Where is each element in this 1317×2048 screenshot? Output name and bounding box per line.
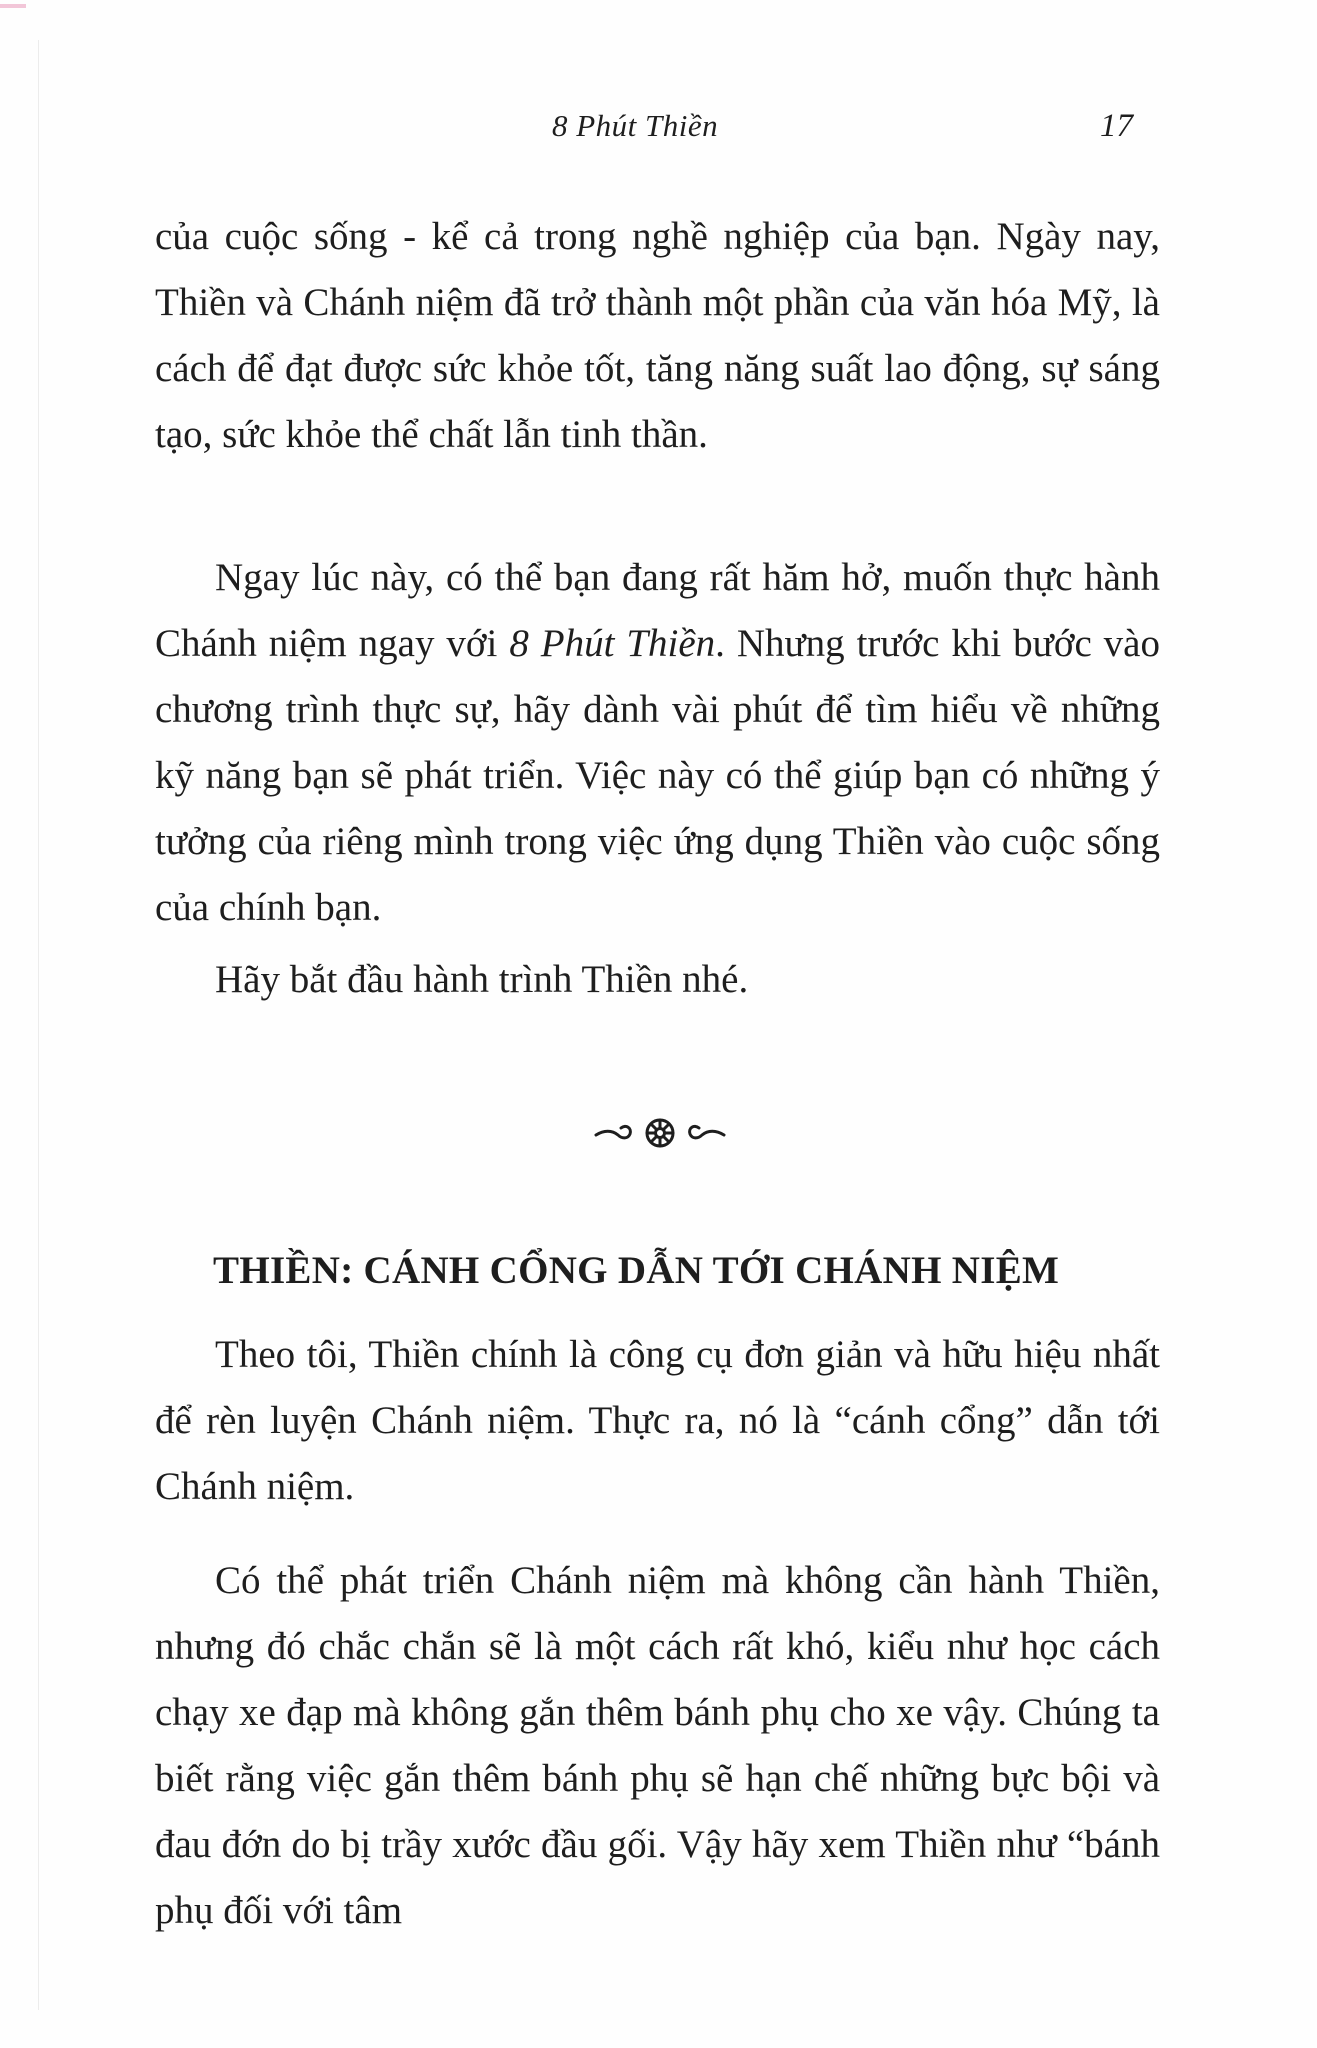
section-heading: THIỀN: CÁNH CỔNG DẪN TỚI CHÁNH NIỆM bbox=[213, 1249, 1060, 1292]
book-title-italic: 8 Phút Thiền bbox=[509, 622, 716, 665]
page-gutter-line bbox=[38, 40, 39, 2010]
scan-corner-mark bbox=[0, 4, 26, 8]
paragraph-3: Hãy bắt đầu hành trình Thiền nhé. bbox=[215, 958, 749, 1001]
page-number: 17 bbox=[1100, 108, 1133, 144]
paragraph-2-text-a: Ngay lúc này, có thể bạn đang rất hăm hở, muốn thực hành Chánh niệm ngay với bbox=[155, 556, 1160, 665]
paragraph-5: Có thể phát triển Chánh niệm mà không cần hành Thiền, nhưng đó chắc chắn sẽ là một cách rất khó, kiểu như học cách chạy xe đạp mà không gắn thêm bánh phụ cho xe vậy. Chúng ta biết rằng việc gắn thêm bánh phụ sẽ hạn chế những bực bội và đau đớn do bị trầy xước đầu gối. Vậy hãy xem Thiền như “bánh phụ đối với tâm bbox=[155, 1559, 1160, 1932]
paragraph-1: của cuộc sống - kể cả trong nghề nghiệp của bạn. Ngày nay, Thiền và Chánh niệm đã trở thành một phần của văn hóa Mỹ, là cách để đạt được sức khỏe tốt, tăng năng suất lao động, sự sáng tạo, sức khỏe thể chất lẫn tinh thần. bbox=[155, 215, 1160, 456]
paragraph-4: Theo tôi, Thiền chính là công cụ đơn giản và hữu hiệu nhất để rèn luyện Chánh niệm. Thực ra, nó là “cánh cổng” dẫn tới Chánh niệm. bbox=[155, 1333, 1160, 1508]
floral-divider-icon bbox=[590, 1108, 730, 1158]
running-title: 8 Phút Thiền bbox=[552, 108, 719, 143]
running-header bbox=[0, 108, 1317, 158]
paragraph-2-text-b: . Nhưng trước khi bước vào chương trình thực sự, hãy dành vài phút để tìm hiểu về những kỹ năng bạn sẽ phát triển. Việc này có thể giúp bạn có những ý tưởng của riêng mình trong việc ứng dụng Thiền vào cuộc sống của chính bạn. bbox=[155, 622, 1160, 929]
paragraph-2 bbox=[155, 545, 1160, 941]
